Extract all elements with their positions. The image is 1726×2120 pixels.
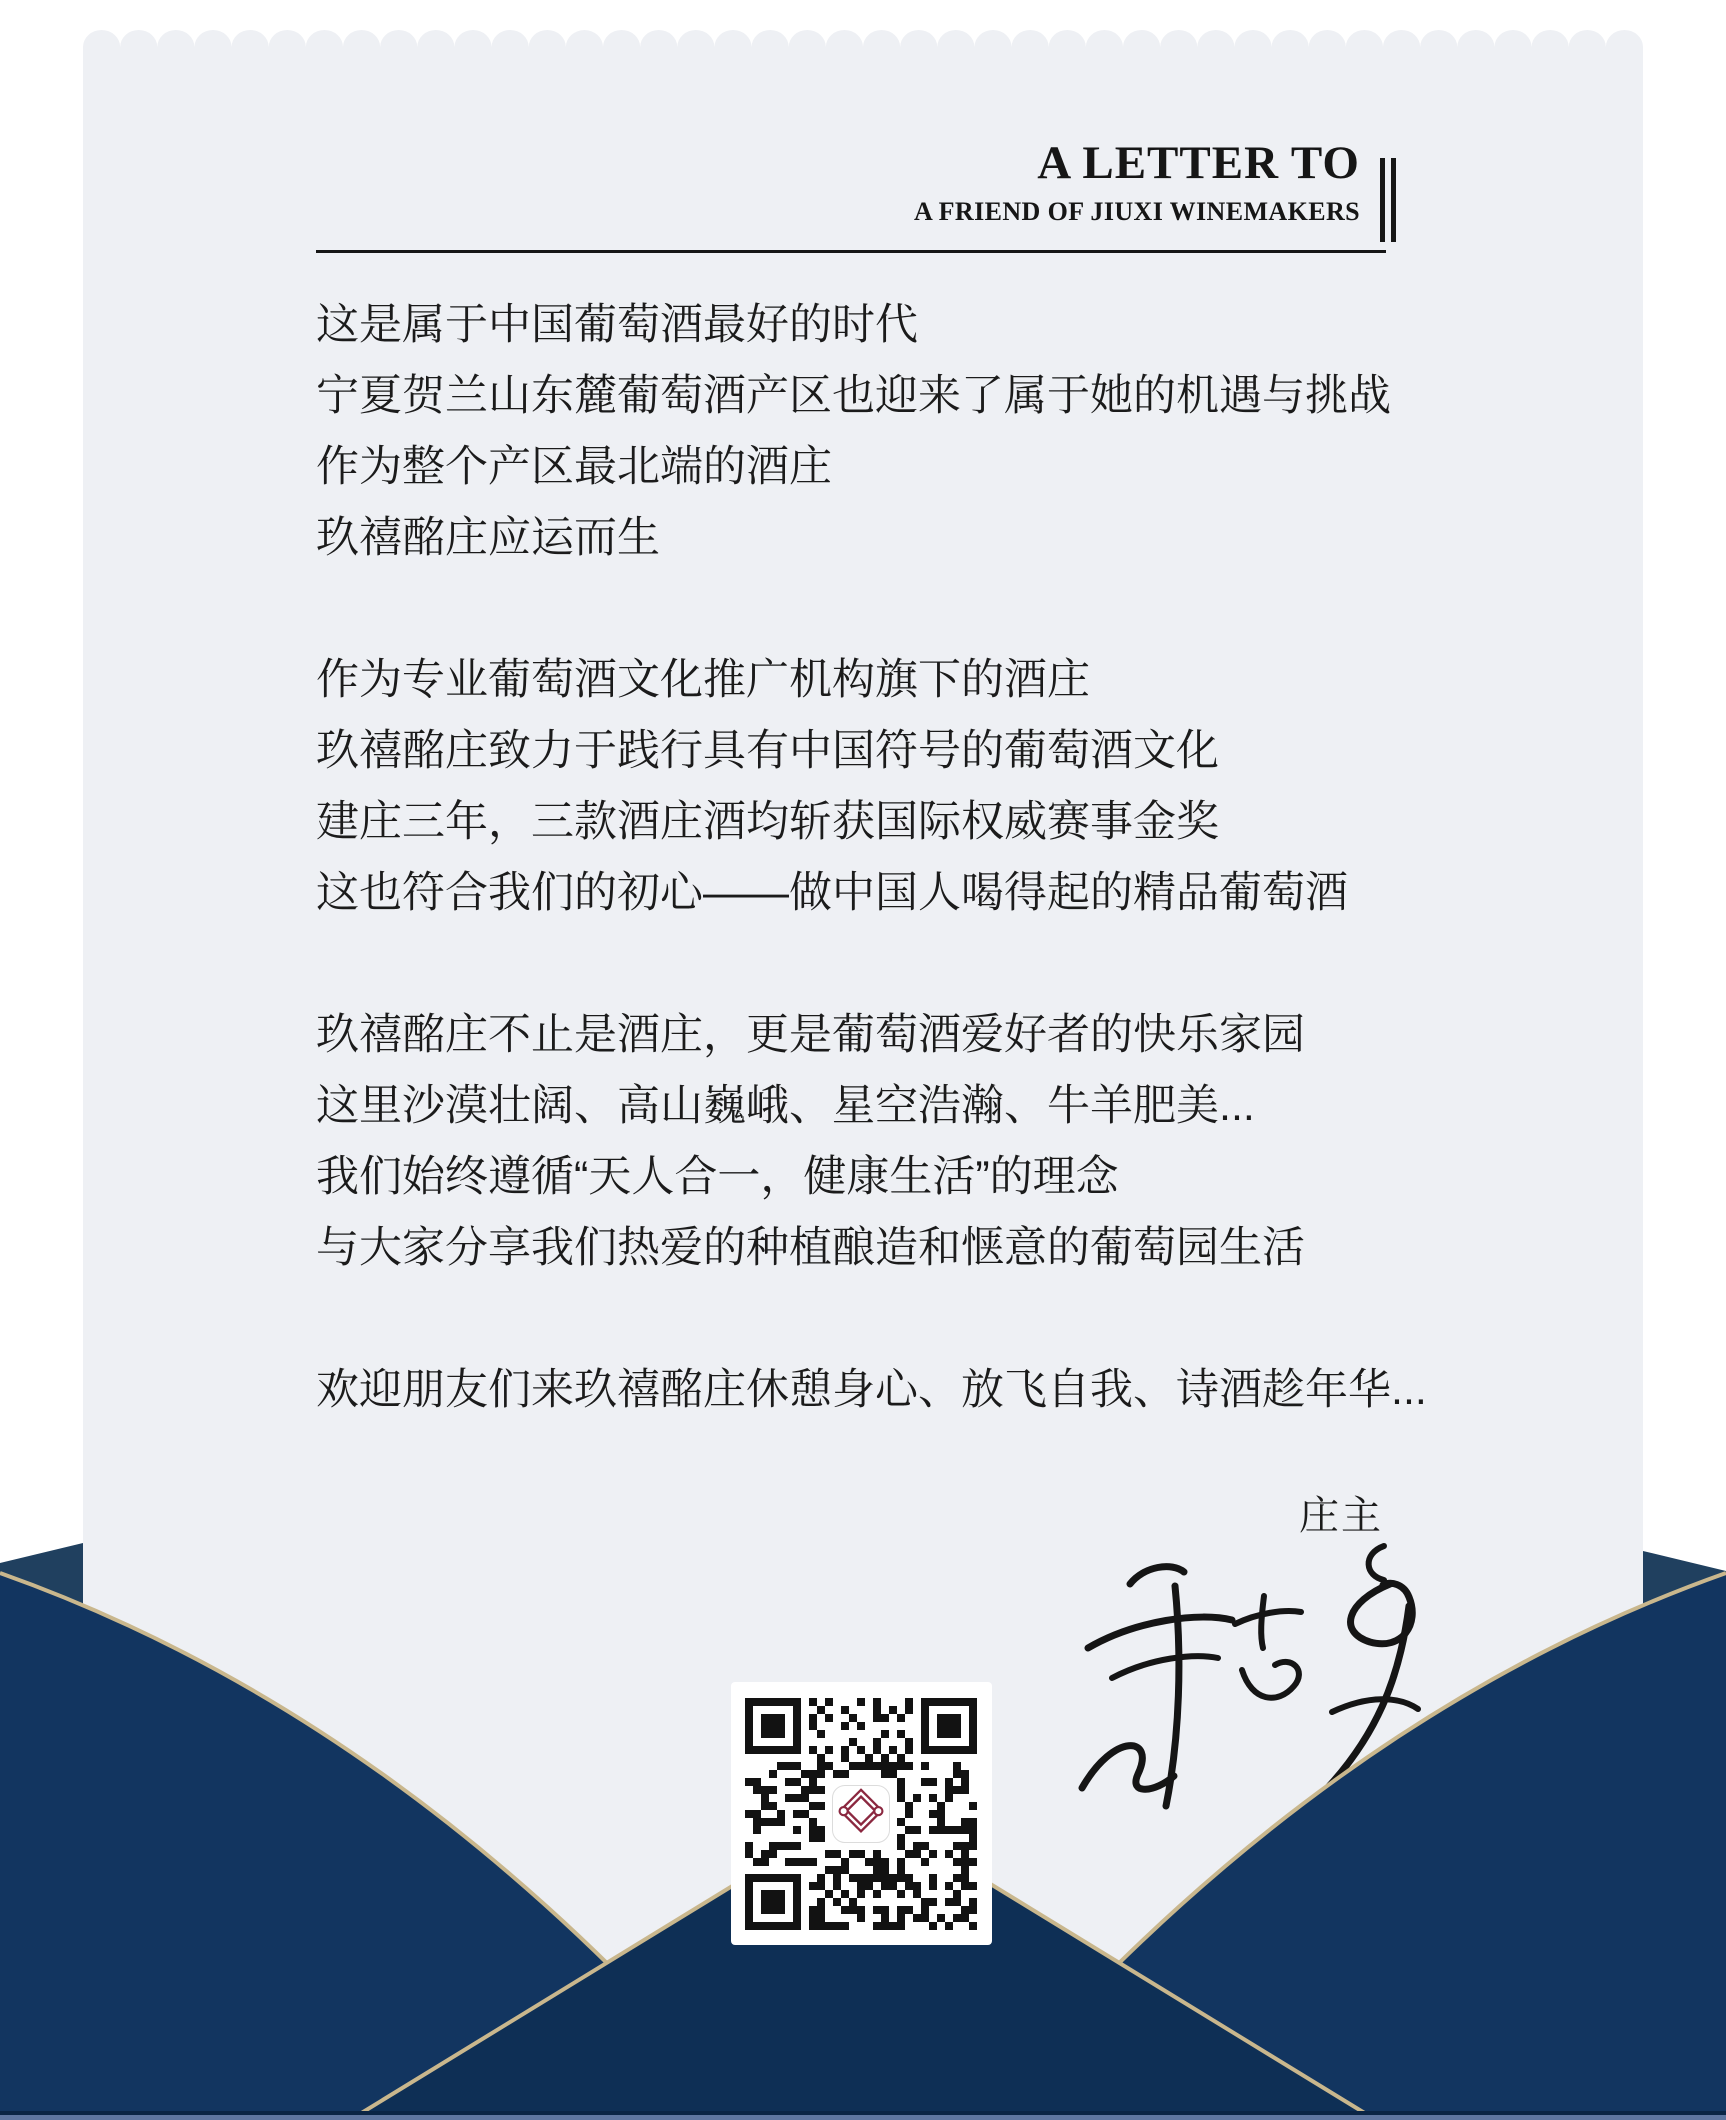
header-subtitle: A FRIEND OF JIUXI WINEMAKERS xyxy=(913,197,1360,226)
paragraph-1: 这是属于中国葡萄酒最好的时代 宁夏贺兰山东麓葡萄酒产区也迎来了属于她的机遇与挑战 作为整个产区最北端的酒庄 玖禧酩庄应运而生 xyxy=(316,301,1391,562)
envelope-bottom-edge-dark xyxy=(0,2111,1726,2115)
paragraph-2: 作为专业葡萄酒文化推广机构旗下的酒庄 玖禧酩庄致力于践行具有中国符号的葡萄酒文化 建庄三年，三款酒庄酒均斩获国际权威赛事金奖 这也符合我们的初心——做中国人喝得起的精品葡萄酒 xyxy=(316,656,1348,917)
jiuxi-diamond-knot-logo-icon xyxy=(832,1785,890,1843)
header-title: A LETTER TO xyxy=(1037,137,1360,189)
envelope-bottom-edge-light xyxy=(0,2115,1726,2120)
paragraph-3: 玖禧酩庄不止是酒庄，更是葡萄酒爱好者的快乐家园 这里沙漠壮阔、高山巍峨、星空浩瀚、牛羊肥美... 我们始终遵循“天人合一，健康生活”的理念 与大家分享我们热爱的种植酿造和惬意的葡萄园生活 xyxy=(316,1011,1305,1272)
qr-card xyxy=(731,1682,992,1945)
closing-role-label: 庄主 xyxy=(1299,1494,1383,1538)
paragraph-4: 欢迎朋友们来玖禧酩庄休憩身心、放飞自我、诗酒趁年华... xyxy=(316,1366,1427,1414)
